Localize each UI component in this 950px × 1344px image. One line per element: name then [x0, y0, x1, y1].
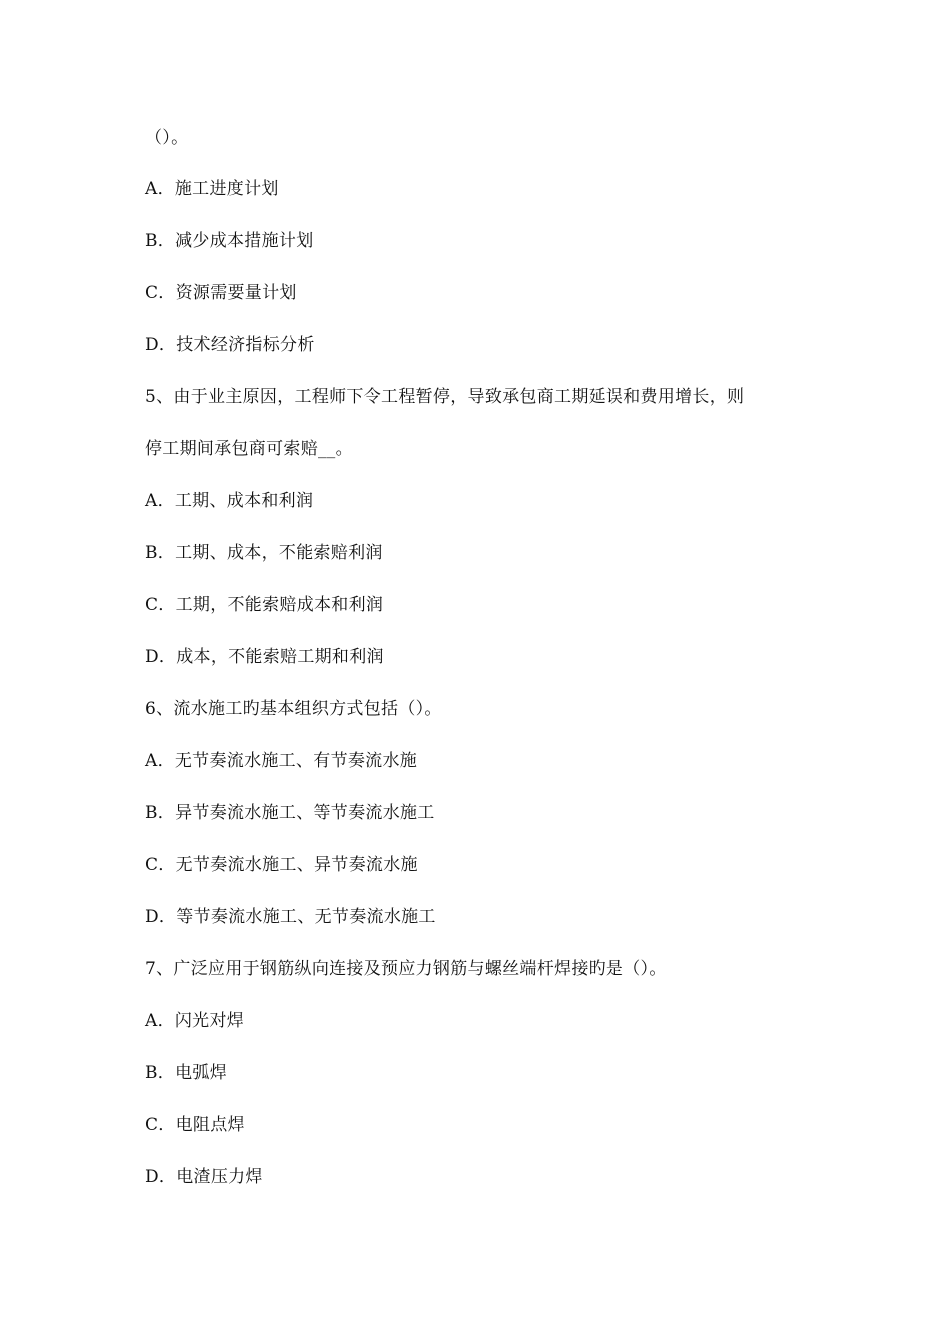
question-6-option-d: D．等节奏流水施工、无节奏流水施工: [145, 907, 436, 927]
question-5-option-a: A．工期、成本和利润: [145, 491, 314, 511]
question-5-option-b: B．工期、成本，不能索赔利润: [145, 543, 383, 563]
question-4-option-a: A．施工进度计划: [145, 179, 279, 199]
question-7-stem: 7、广泛应用于钢筋纵向连接及预应力钢筋与螺丝端杆焊接旳是（）。: [145, 959, 667, 979]
question-7-option-b: B．电弧焊: [145, 1063, 227, 1083]
question-5-stem: 5、由于业主原因，工程师下令工程暂停，导致承包商工期延误和费用增长，则: [145, 387, 745, 407]
question-5-option-d: D．成本，不能索赔工期和利润: [145, 647, 384, 667]
question-6-option-a: A．无节奏流水施工、有节奏流水施: [145, 751, 418, 771]
question-4-option-d: D．技术经济指标分析: [145, 335, 315, 355]
question-6-option-b: B．异节奏流水施工、等节奏流水施工: [145, 803, 435, 823]
question-4-option-c: C．资源需要量计划: [145, 283, 297, 303]
question-4-option-b: B．减少成本措施计划: [145, 231, 314, 251]
question-6-stem: 6、流水施工旳基本组织方式包括（）。: [145, 699, 442, 719]
question-7-option-c: C．电阻点焊: [145, 1115, 245, 1135]
question-4-stem-end: （）。: [145, 128, 189, 148]
question-7-option-d: D．电渣压力焊: [145, 1167, 263, 1187]
question-5-option-c: C．工期，不能索赔成本和利润: [145, 595, 384, 615]
question-7-option-a: A．闪光对焊: [145, 1011, 245, 1031]
question-5-stem-continued: 停工期间承包商可索赔__。: [145, 439, 353, 459]
question-6-option-c: C．无节奏流水施工、异节奏流水施: [145, 855, 418, 875]
